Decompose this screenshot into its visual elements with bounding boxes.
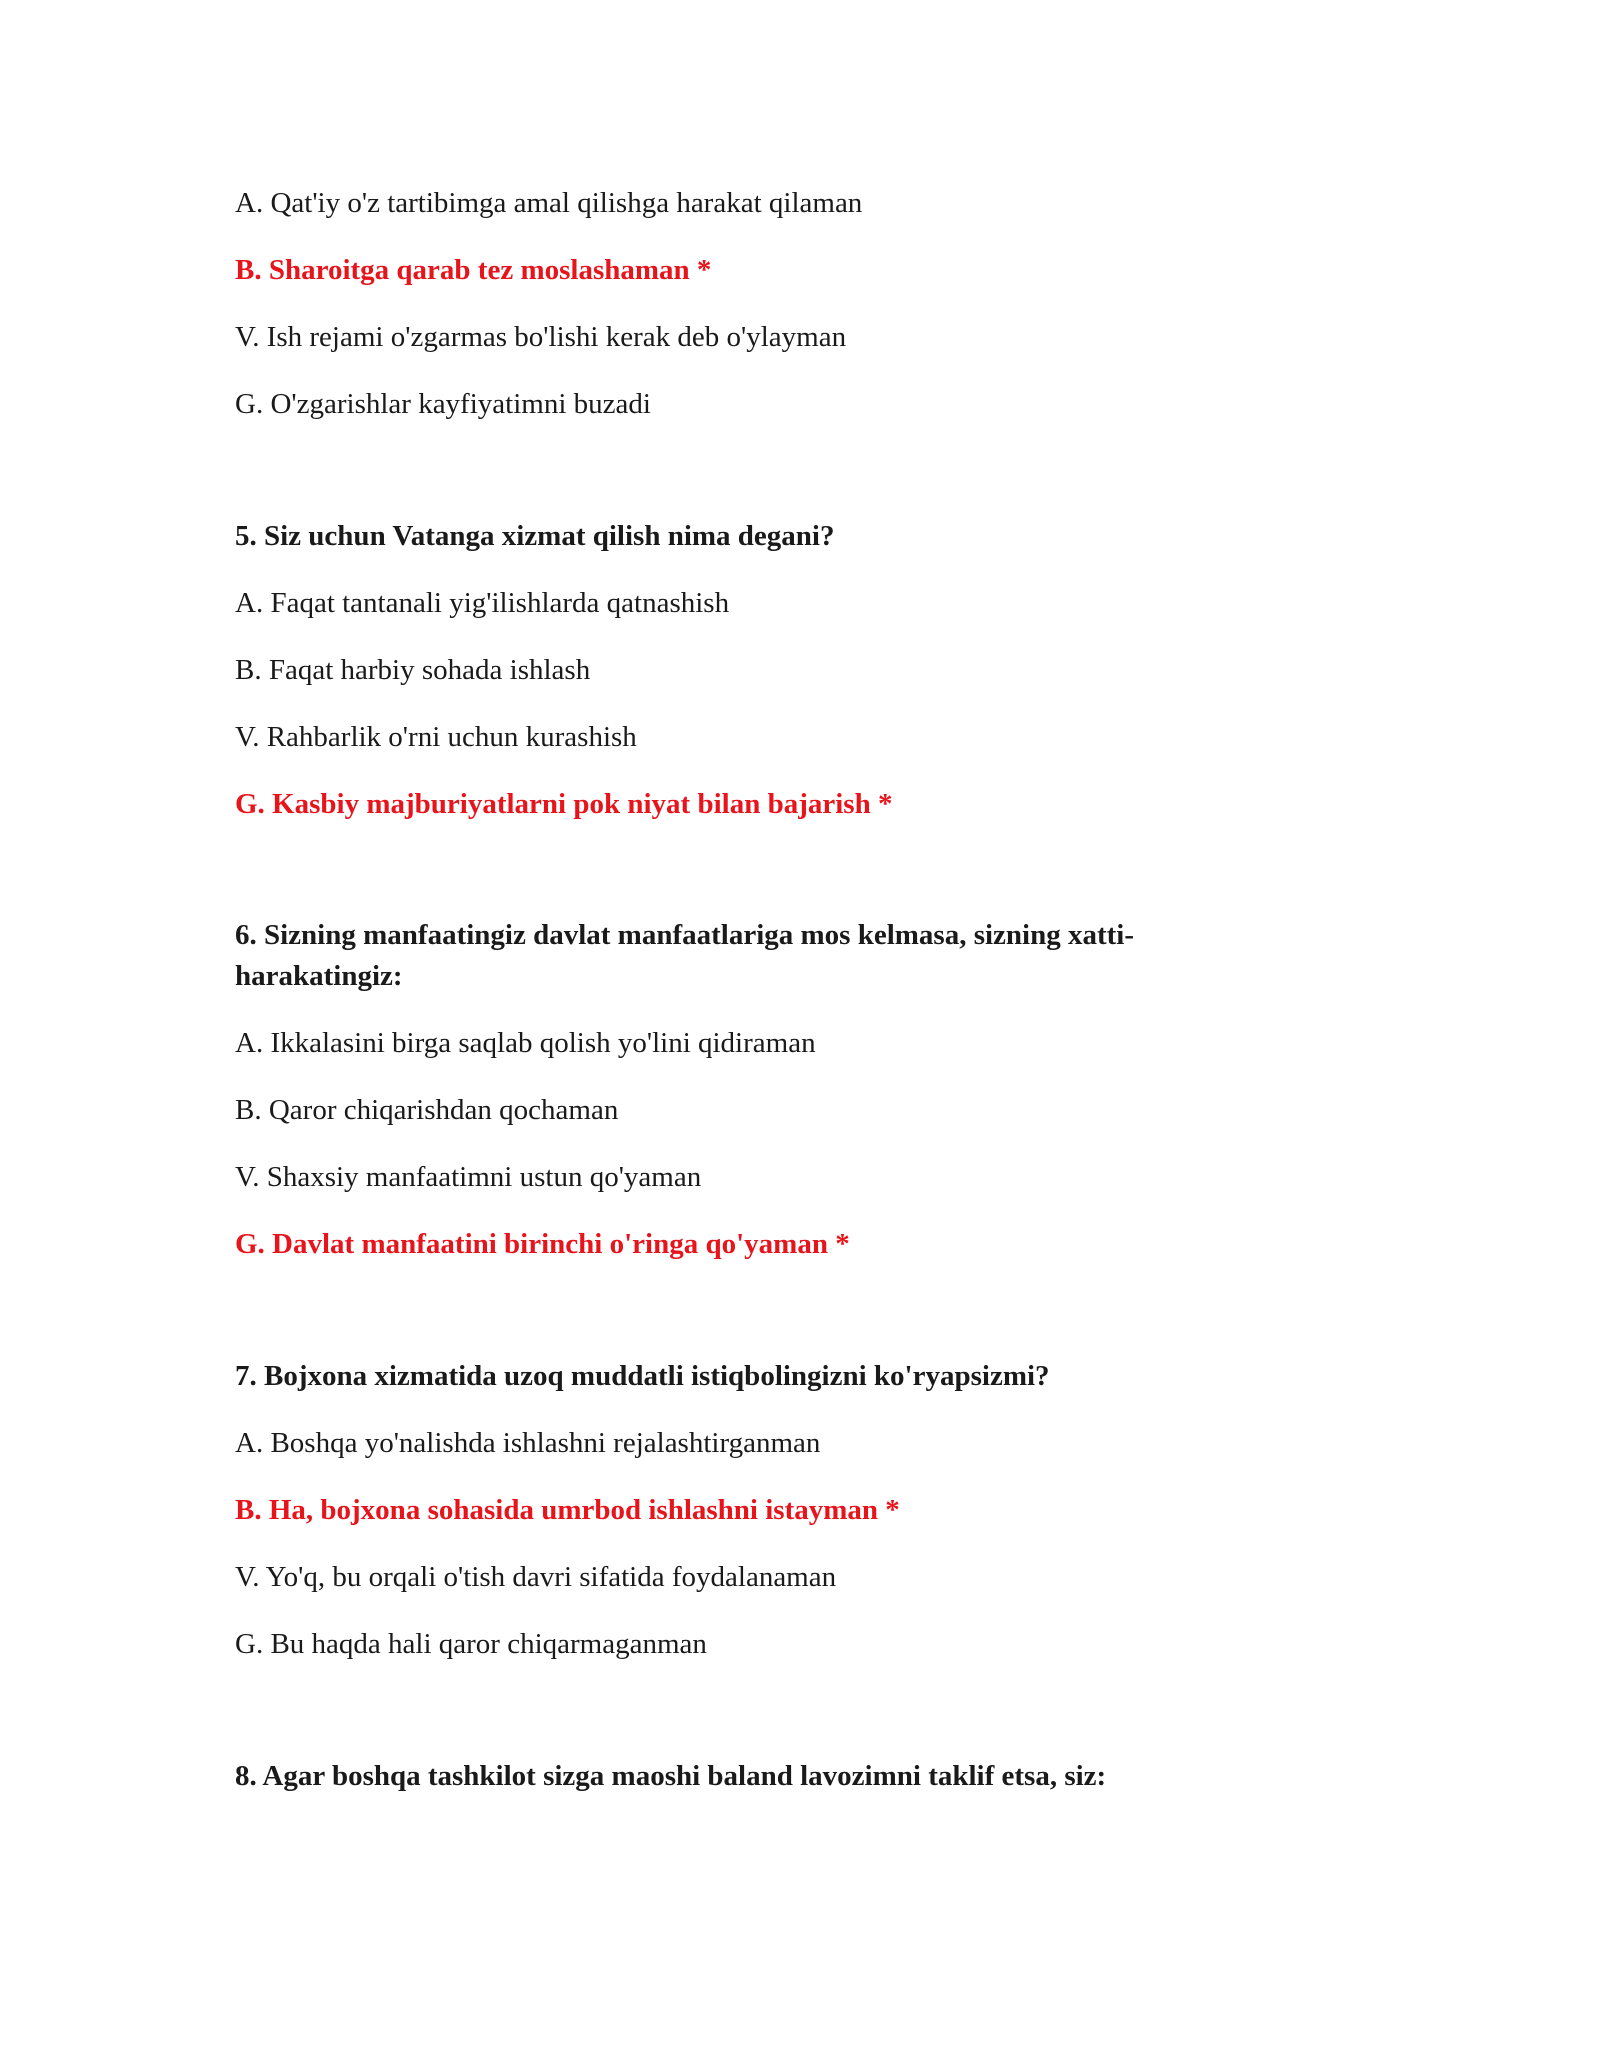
answer-option: G. O'zgarishlar kayfiyatimni buzadi	[235, 388, 651, 420]
question-block	[235, 515, 1235, 825]
answer-option: G. Bu haqda hali qaror chiqarmaganman	[235, 1628, 707, 1660]
correct-answer-option: G. Davlat manfaatini birinchi o'ringa qo'yaman *	[235, 1228, 850, 1260]
answer-option: A. Ikkalasini birga saqlab qolish yo'lini qidiraman	[235, 1027, 816, 1059]
answer-option: A. Boshqa yo'nalishda ishlashni rejalashtirganman	[235, 1427, 821, 1459]
question-text: 8. Agar boshqa tashkilot sizga maoshi baland lavozimni taklif etsa, siz:	[235, 1760, 1107, 1792]
answer-option: A. Qat'iy o'z tartibimga amal qilishga harakat qilaman	[235, 187, 863, 219]
question-block	[235, 1755, 1235, 1797]
question-text: 6. Sizning manfaatingiz davlat manfaatlariga mos kelmasa, sizning xatti-harakatingiz:	[235, 919, 1135, 992]
question-block	[235, 1355, 1235, 1665]
answer-option: B. Faqat harbiy sohada ishlash	[235, 654, 591, 686]
answer-option: V. Rahbarlik o'rni uchun kurashish	[235, 721, 637, 753]
answer-option: V. Shaxsiy manfaatimni ustun qo'yaman	[235, 1161, 702, 1193]
question-text: 7. Bojxona xizmatida uzoq muddatli istiqbolingizni ko'ryapsizmi?	[235, 1360, 1050, 1392]
answer-option: A. Faqat tantanali yig'ilishlarda qatnashish	[235, 587, 730, 619]
answer-option: V. Yo'q, bu orqali o'tish davri sifatida foydalanaman	[235, 1561, 837, 1593]
correct-answer-option: B. Sharoitga qarab tez moslashaman *	[235, 254, 712, 286]
question-block	[235, 182, 1235, 425]
quiz-content	[235, 182, 1235, 1822]
question-block	[235, 915, 1235, 1265]
answer-option: V. Ish rejami o'zgarmas bo'lishi kerak deb o'ylayman	[235, 321, 847, 353]
correct-answer-option: B. Ha, bojxona sohasida umrbod ishlashni istayman *	[235, 1494, 900, 1526]
question-text: 5. Siz uchun Vatanga xizmat qilish nima degani?	[235, 520, 835, 552]
correct-answer-option: G. Kasbiy majburiyatlarni pok niyat bilan bajarish *	[235, 788, 893, 820]
answer-option: B. Qaror chiqarishdan qochaman	[235, 1094, 619, 1126]
